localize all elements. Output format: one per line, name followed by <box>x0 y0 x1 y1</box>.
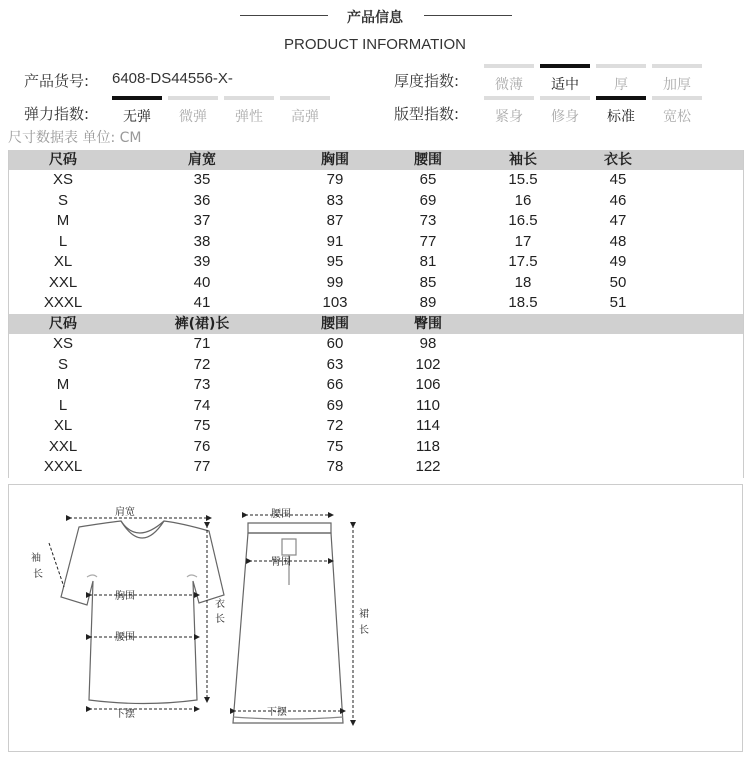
top-table-cell: 40 <box>193 273 211 291</box>
bottom-table-cell: 75 <box>193 417 211 434</box>
top-table-cell: 17.5 <box>508 253 538 270</box>
elasticity-option-3: 弹性 <box>224 96 274 126</box>
top-table-row <box>9 170 743 191</box>
product-code-label: 产品货号: <box>24 72 90 90</box>
bottom-table-cell: XL <box>53 417 73 434</box>
label-shoulder: 肩宽 <box>115 507 135 518</box>
label-hip: 臀围 <box>271 557 291 568</box>
bottom-table-cell: 60 <box>326 335 344 352</box>
bottom-table-cell: 73 <box>193 376 211 393</box>
top-table-cell: 39 <box>193 253 211 270</box>
top-table-cell: 65 <box>419 171 437 188</box>
size-table-unit: 尺寸数据表 单位: CM <box>8 130 142 146</box>
title-line-right <box>424 15 512 16</box>
top-table-cell: 87 <box>326 212 344 229</box>
top-table-cell: XL <box>53 253 73 270</box>
bottom-table-cell: 118 <box>416 437 440 455</box>
top-table-row <box>9 211 743 232</box>
top-table-row <box>9 293 743 314</box>
bottom-table-cell: 77 <box>193 458 211 475</box>
bottom-table-row <box>9 396 743 417</box>
label-length-1: 衣 <box>215 599 225 610</box>
top-table-cell: 99 <box>326 273 344 291</box>
top-table-cell: 50 <box>609 273 627 291</box>
top-table-row <box>9 252 743 273</box>
top-table-cell: 48 <box>609 232 627 250</box>
label-waist-skirt: 腰围 <box>271 509 291 520</box>
top-table-cell: 73 <box>419 212 437 229</box>
label-sleeve-2: 长 <box>33 569 43 580</box>
fit-option-3: 标准 <box>596 96 646 126</box>
top-table-cell: 18 <box>514 273 532 291</box>
bottom-table-cell: L <box>58 396 68 414</box>
fit-option-2: 修身 <box>540 96 590 126</box>
top-table-cell: 103 <box>322 294 348 311</box>
top-table-cell: 91 <box>326 232 344 250</box>
top-table-cell: 89 <box>419 294 437 311</box>
top-table-cell: 16.5 <box>508 212 538 229</box>
top-table-cell: 45 <box>609 171 627 188</box>
bottom-table-cell: 63 <box>326 355 344 373</box>
label-sleeve-1: 袖 <box>31 553 41 564</box>
skirt-diagram <box>233 523 343 723</box>
thickness-label: 厚度指数: <box>394 72 460 90</box>
bottom-table-header-cell: 尺码 <box>49 316 77 332</box>
bottom-table-cell: 69 <box>326 396 344 414</box>
top-table-cell: 38 <box>193 232 211 250</box>
top-table-header-cell: 肩宽 <box>188 152 216 168</box>
top-table-cell: 17 <box>514 232 532 250</box>
top-table-cell: XXL <box>48 273 78 291</box>
bottom-table-row <box>9 416 743 437</box>
top-size-table <box>8 150 744 314</box>
top-table-header-cell: 袖长 <box>509 152 537 168</box>
bottom-size-table <box>8 314 744 478</box>
elasticity-label: 弹力指数: <box>24 105 90 123</box>
bottom-table-cell: M <box>56 376 70 393</box>
top-table-cell: XXXL <box>43 294 83 311</box>
label-length-2: 长 <box>215 614 225 625</box>
label-skirt-length-1: 裙 <box>359 609 369 620</box>
label-hem-shirt: 下摆 <box>115 709 135 720</box>
top-table-cell: 81 <box>419 253 437 270</box>
top-table-cell: 77 <box>419 232 437 250</box>
top-table-cell: 46 <box>609 191 627 209</box>
top-table-cell: 16 <box>514 191 532 209</box>
top-table-header-cell: 尺码 <box>49 152 77 168</box>
top-table-header-cell: 衣长 <box>604 152 632 168</box>
bottom-table-header-cell: 裤(裙)长 <box>174 316 230 332</box>
bottom-table-cell: 102 <box>415 355 441 373</box>
top-table-cell: M <box>56 212 70 229</box>
bottom-table-cell: 71 <box>193 335 211 352</box>
thickness-option-1: 微薄 <box>484 64 534 94</box>
top-table-row <box>9 232 743 253</box>
thickness-option-2: 适中 <box>540 64 590 94</box>
top-table-cell: 69 <box>419 191 437 209</box>
measurement-diagram-svg <box>9 485 742 751</box>
bottom-table-cell: 72 <box>326 417 344 434</box>
label-waist-shirt: 腰围 <box>115 632 135 643</box>
bottom-table-cell: 76 <box>193 437 211 455</box>
top-table-cell: 37 <box>193 212 211 229</box>
top-table-header-row <box>9 150 743 170</box>
tshirt-diagram <box>61 521 224 704</box>
bottom-table-row <box>9 334 743 355</box>
top-table-cell: 51 <box>609 294 627 311</box>
thickness-option-3: 厚 <box>596 64 646 94</box>
top-table-cell: 41 <box>193 294 211 311</box>
bottom-table-cell: 106 <box>415 376 441 393</box>
top-table-cell: 79 <box>326 171 344 188</box>
bottom-table-cell: XXXL <box>43 458 83 475</box>
bottom-table-cell: XXL <box>48 437 78 455</box>
bottom-table-header-row <box>9 314 743 334</box>
top-table-row <box>9 191 743 212</box>
top-table-cell: 85 <box>419 273 437 291</box>
bottom-table-row <box>9 375 743 396</box>
bottom-table-row <box>9 437 743 458</box>
bottom-table-cell: 75 <box>326 437 344 455</box>
fit-option-4: 宽松 <box>652 96 702 126</box>
top-table-header-cell: 腰围 <box>414 152 442 168</box>
top-table-cell: XS <box>52 171 73 188</box>
top-table-cell: 15.5 <box>508 171 538 188</box>
measurement-diagram <box>8 484 743 752</box>
label-chest: 胸围 <box>115 591 135 602</box>
top-table-cell: 95 <box>326 253 344 270</box>
section-title-row <box>0 4 750 26</box>
bottom-table-row <box>9 355 743 376</box>
elasticity-option-4: 高弹 <box>280 96 330 126</box>
bottom-table-cell: S <box>57 355 68 373</box>
label-hem-skirt: 下摆 <box>267 707 287 718</box>
top-table-cell: 49 <box>609 253 627 270</box>
bottom-table-row <box>9 457 743 478</box>
section-title: 产品信息 <box>347 10 403 26</box>
top-table-cell: 83 <box>326 191 344 209</box>
bottom-table-cell: XS <box>52 335 73 352</box>
product-code-value: 6408-DS44556-X- <box>112 70 233 87</box>
bottom-table-header-cell: 腰围 <box>321 316 349 332</box>
bottom-table-cell: 78 <box>326 458 344 475</box>
top-table-cell: 47 <box>609 212 627 229</box>
top-table-cell: L <box>58 232 68 250</box>
top-table-header-cell: 胸围 <box>321 152 349 168</box>
bottom-table-cell: 110 <box>416 396 440 414</box>
bottom-table-cell: 122 <box>415 458 441 475</box>
bottom-table-cell: 66 <box>326 376 344 393</box>
bottom-table-cell: 74 <box>193 396 211 414</box>
label-skirt-length-2: 长 <box>359 625 369 636</box>
elasticity-option-2: 微弹 <box>168 96 218 126</box>
bottom-table-cell: 98 <box>419 335 437 352</box>
top-table-cell: 36 <box>193 191 211 209</box>
thickness-option-4: 加厚 <box>652 64 702 94</box>
fit-label: 版型指数: <box>394 105 460 123</box>
elasticity-option-1: 无弹 <box>112 96 162 126</box>
top-table-cell: 18.5 <box>508 294 538 311</box>
top-table-cell: 35 <box>193 171 211 188</box>
section-subtitle: PRODUCT INFORMATION <box>284 36 466 53</box>
bottom-table-cell: 72 <box>193 355 211 373</box>
top-table-cell: S <box>57 191 68 209</box>
fit-option-1: 紧身 <box>484 96 534 126</box>
bottom-table-cell: 114 <box>416 417 440 434</box>
top-table-row <box>9 273 743 294</box>
bottom-table-header-cell: 臀围 <box>414 316 442 332</box>
